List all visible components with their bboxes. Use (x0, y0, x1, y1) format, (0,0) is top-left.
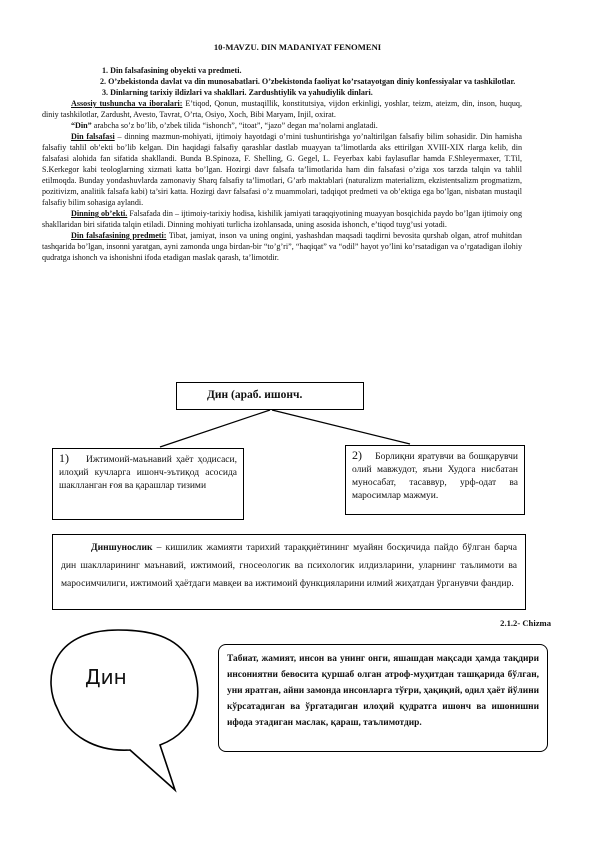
diagram-title-box: Дин (араб. ишонч. (176, 382, 364, 410)
left-number: 1) (59, 451, 69, 465)
right-number: 2) (352, 448, 362, 462)
speech-bubble (51, 630, 198, 790)
concepts-label: Assosiy tushuncha va iboralari: (71, 99, 183, 108)
plan-item-3: 3. Dinlarning tarixiy ildizlari va shakllari. Zardushtiylik va yahudiylik dinlari. (102, 88, 373, 97)
chizma-label: 2.1.2- Chizma (500, 618, 551, 628)
diagram-left-box (52, 448, 244, 520)
left-text: Ижтимоий-маънавий ҳаёт ҳодисаси, илоҳий кучларга ишонч-эътиқод асосида шаклланган ғоя ва қарашлар тизими (59, 455, 237, 491)
connector-right (272, 410, 410, 444)
bubble-word: Дин (85, 665, 127, 689)
din-word-term: “Din” (71, 121, 92, 130)
predmeti-text: Tibat, jamiyat, inson va uning ongini, yashashdan maqsadi taqdirni bevosita qurshab olgan, atrof muhitdan tashqarida bo’lgan, insonni yaratgan, ayni zamonda unga birdan-bir “to’g’ri”, “haqiqat” va “odil” hayot yo’lini ko’rsatadigan va o’rgatadigan ilohiy qudratga ishonch va ishonishni ifoda etadigan maslak qarash, ta’limotdir. (42, 231, 522, 262)
definition-body: – кишилик жамияти тарихий тараққиётининг муайян босқичида пайдо бўлган барча дин шаклларининг маънавий, ижтимоий, гносеологик ва психологик илдизларини, уларнинг таълимоти ва маросимчилиги, ижтимоий ҳаётдаги мавқеи ва ижтимоий функцияларини илмий жиҳатдан ўрганувчи фандир. (61, 542, 517, 589)
dinning-obekti-term: Dinning ob’ekti. (71, 209, 128, 218)
bubble-definition-box: Табиат, жамият, инсон ва унинг онги, яшашдан мақсади ҳамда тақдири инсониятни бевосита қуршаб олган атроф-муҳитдан ташқарида бўлган, уни яратган, айни замонда инсонларга тўғри, ҳақиқий, одил ҳаёт йўлини кўрсатадиган ва ўргатадиган илоҳий қудратга ишонч ва ишонишни ифода этадиган маслак, қараш, таълимотдир. (218, 644, 548, 752)
din-falsafasi-term: Din falsafasi (71, 132, 115, 141)
diagram-right-box (345, 445, 525, 515)
concepts-text: E’tiqod, Qonun, mustaqillik, konstitutsiya, vijdon erkinligi, yoshlar, teizm, ateizm, din, inson, huquq, diniy tashkilotlar, Zardusht, Avesto, Tavrat, O’rta, Osiyo, Xoch, Bibi Maryam, Injil, oxirat. (42, 99, 522, 119)
definition-term: Диншунослик (91, 542, 153, 553)
din-word-text: arabcha so’z bo’lib, o’zbek tilida “ishonch”, “itoat”, “jazo” degan ma’nolarni anglatadi. (91, 121, 378, 130)
din-falsafasi-text: – dinning mazmun-mohiyati, ijtimoiy hayotdagi o’rnini tushuntirishga yo’naltirilgan falsafiy bilim sohasidir. Din hamisha falsafiy tahlil ob’ekti bo’lib kelgan. Din haqidagi falsafiy qarashlar dastlab muayyan ta’limotlarda aks ettirilgan XVIII-XIX rlarga kelib, din falsafasi alohida fan sifatida shakllandi. Bunda B.Spinoza, F. Shelling, G. Gegel, L. Feyerbax kabi faylasuflar hamda F.Shleyermaxer, T.Til, S.Kerkegor kabi teologlarning xizmati katta bo’lgan. Hozirgi davr falsafa ta’limotlarida ham din falsafasi o’ziga xos tarzda talqin va tahlil etilmoqda. Bunday yondashuvlarda zamonaviy Sharq falsafiy ta’limotlari, G’arb maktablari (naturalizm materializm, ekzistentsalizm progmatizm, pozitivizm, analitik falsafa kabi) ta’siri katta. Hozirgi davr falsafasi o’z muammolari, tadqiqot predmeti va ob’ektiga ega bo’lgan, nisbatan mustaqil falsafiy bilim sohasiga aylandi. (42, 132, 523, 207)
definition-box (52, 534, 526, 610)
right-text: Борлиқни яратувчи ва бошқарувчи олий мавжудот, яъни Худога нисбатан муносабат, тасаввур, урф-одат ва маросимлар мажмуи. (352, 452, 519, 501)
predmeti-term: Din falsafasining predmeti: (71, 231, 167, 240)
plan-item-2: 2. O’zbekistonda davlat va din munosabatlari. O’zbekistonda faoliyat ko’rsatayotgan diniy konfessiyalar va tashkilotlar. (100, 77, 516, 86)
dinning-obekti-text: Falsafada din – ijtimoiy-tarixiy hodisa, kishilik jamiyati taraqqiyotining muayyan bosqichida paydo bo’lgan ijtimoiy ong shakllaridan biri sifatida talqin etiladi. Dinning mohiyati turlicha izohlansada, uning asosida ishonch, e’tiqod tuyg’usi yotadi. (42, 209, 522, 229)
page-title: 10-MAVZU. DIN MADANIYAT FENOMENI (213, 42, 382, 52)
plan-item-1: 1. Din falsafasining obyekti va predmeti. (102, 66, 242, 75)
connector-left (160, 410, 270, 447)
definition-text (61, 539, 517, 593)
